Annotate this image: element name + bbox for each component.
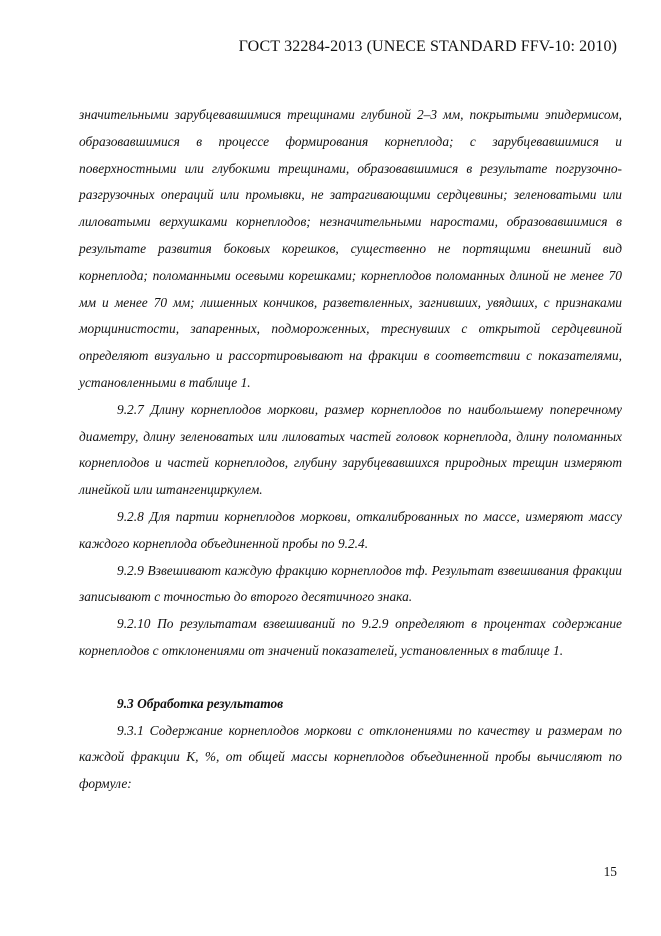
document-body — [79, 102, 622, 798]
section-title: 9.3 Обработка результатов — [117, 695, 284, 711]
paragraph-continuation: значительными зарубцевавшимися трещинами глубиной 2–3 мм, покрытыми эпидермисом, образовавшимися в процессе формирования корнеплода; с зарубцевавшимися и поверхностными или глубокими трещинами, образовавшимися в результате погрузочно-разгрузочных операций или промывки, не затрагивающими сердцевины; зеленоватыми или лиловатыми верхушками корнеплодов; незначительными наростами, образовавшимися в результате развития боковых корешков, существенно не портящими внешний вид корнеплода; поломанными осевыми корешками; корнеплодов поломанных длиной не менее 70 мм и менее 70 мм; лишенных кончиков, разветвленных, загнивших, увядших, с признаками морщинистости, запаренных, подмороженных, треснувших с открытой сердцевиной определяют визуально и рассортировывают на фракции в соответствии с показателями, установленными в таблице 1. — [79, 107, 622, 390]
paragraph-9-2-8: 9.2.8 Для партии корнеплодов моркови, откалиброванных по массе, измеряют массу каждого корнеплода объединенной пробы по 9.2.4. — [79, 508, 622, 551]
paragraph-9-3-1: 9.3.1 Содержание корнеплодов моркови с отклонениями по качеству и размерам по каждой фракции К, %, от общей массы корнеплодов объединенной пробы вычисляют по формуле: — [79, 722, 622, 792]
paragraph-9-2-10: 9.2.10 По результатам взвешиваний по 9.2.9 определяют в процентах содержание корнеплодов с отклонениями от значений показателей, установленных в таблице 1. — [79, 616, 622, 658]
page-number: 15 — [603, 864, 617, 879]
document-header: ГОСТ 32284-2013 (UNECE STANDARD FFV-10: 2010) — [238, 38, 617, 55]
paragraph-9-2-9: 9.2.9 Взвешивают каждую фракцию корнеплодов mф. Результат взвешивания фракции записывают с точностью до второго десятичного знака. — [79, 562, 622, 605]
paragraph-9-2-7: 9.2.7 Длину корнеплодов моркови, размер корнеплодов по наибольшему поперечному диаметру, длину зеленоватых или лиловатых частей головок корнеплода, длину поломанных корнеплодов и частей корнеплодов, глубину зарубцевавшихся природных трещин измеряют линейкой или штангенциркулем. — [79, 401, 622, 498]
